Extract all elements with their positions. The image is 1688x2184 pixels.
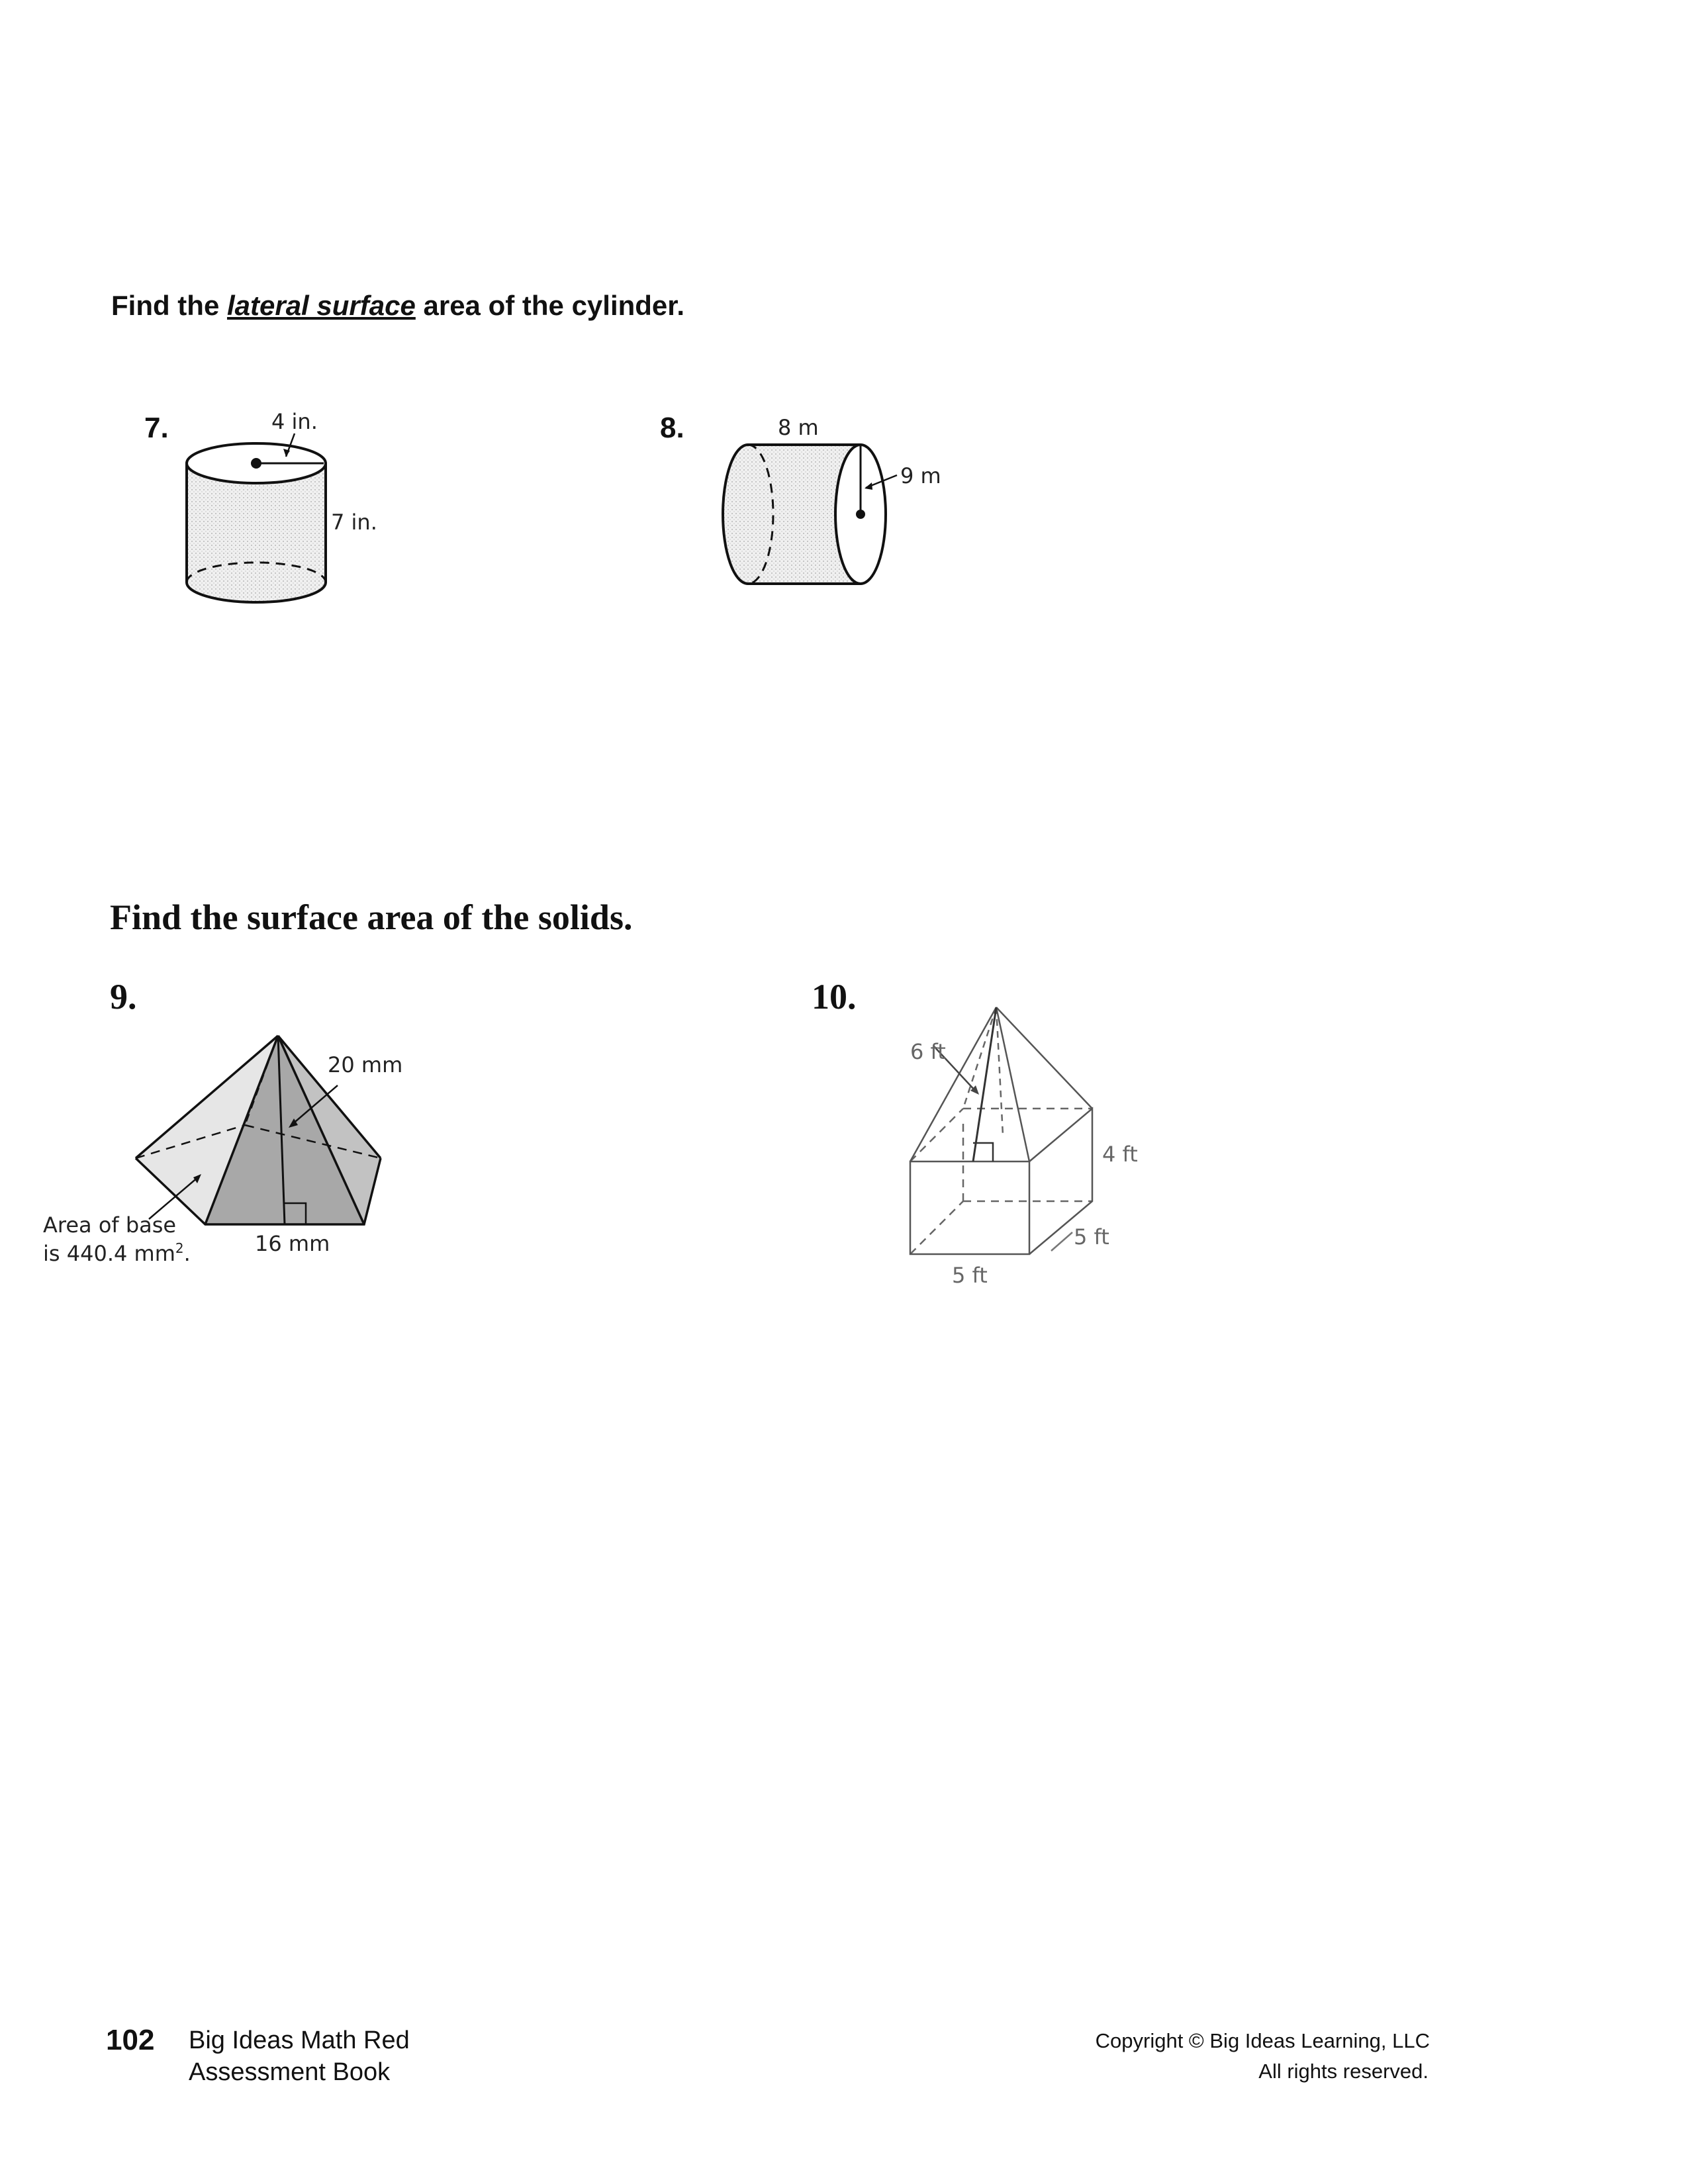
problem-7-number: 7. [144,412,169,444]
slant-label-9: 20 mm [328,1052,403,1077]
depth-label-10: 5 ft [1074,1224,1109,1250]
radius-label-7: 4 in. [271,409,318,434]
heading-emphasis: lateral surface [226,290,416,321]
page-number: 102 [106,2024,155,2056]
height-label-7: 7 in. [331,510,377,535]
book-title: Big Ideas Math Red [189,2026,410,2054]
rights-notice: All rights reserved. [1258,2060,1429,2083]
book-subtitle: Assessment Book [189,2058,391,2086]
length-label-8: 8 m [778,415,819,440]
problem-8-number: 8. [660,412,684,444]
problem-10-number: 10. [812,977,857,1017]
cylinder-figure-8 [723,445,897,584]
base-note-line1-9: Area of base [43,1212,177,1238]
radius-label-8: 9 m [900,463,941,488]
heading-text-end: area of the cylinder. [415,290,684,321]
cylinder-figure-7 [187,433,326,602]
section-heading-surface-area: Find the surface area of the solids. [110,897,633,937]
heading-text-start: Find the [111,290,227,321]
copyright-notice: Copyright © Big Ideas Learning, LLC [1095,2029,1430,2052]
width-label-10: 5 ft [952,1263,988,1288]
side-label-9: 16 mm [255,1231,330,1256]
base-note-line2-9: is 440.4 $mm^2$. [43,1240,191,1266]
height-label-10: 4 ft [1102,1142,1138,1167]
problem-9-number: 9. [110,977,137,1017]
slant-label-10: 6 ft [910,1039,946,1064]
